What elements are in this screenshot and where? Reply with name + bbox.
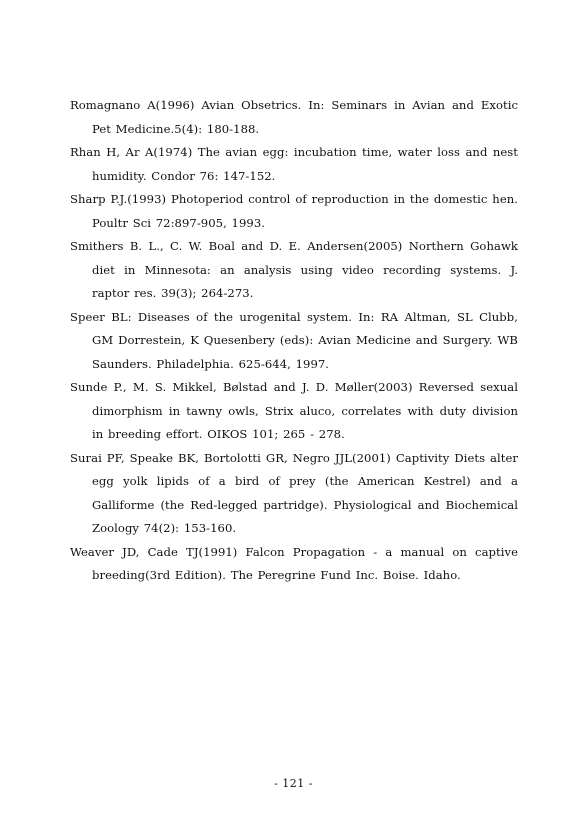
reference-entry: Speer BL: Diseases of the urogenital system. In: RA Altman, SL Clubb, GM Dorrestein, K Quesenbery (eds): Avian Medicine and Surgery. WB Saunders. Philadelphia. 625-644, 1997. [70, 309, 518, 371]
reference-entry: Rhan H, Ar A(1974) The avian egg: incubation time, water loss and nest humidity. Condor 76: 147-152. [70, 145, 518, 183]
page-number: - 121 - [274, 777, 313, 790]
reference-entry: Surai PF, Speake BK, Bortolotti GR, Negro JJL(2001) Captivity Diets alter egg yolk lipids of a bird of prey (the American Kestrel) and a Galliforme (the Red-legged partridge). Physiological and Biochemical Zoology 74(2): 153-160. [70, 450, 518, 535]
reference-entry: Sharp P.J.(1993) Photoperiod control of reproduction in the domestic hen. Poultr Sci 72:897-905, 1993. [70, 192, 518, 230]
reference-entry: Sunde P., M. S. Mikkel, Bølstad and J. D. Møller(2003) Reversed sexual dimorphism in tawny owls, Strix aluco, correlates with duty division in breeding effort. OIKOS 101; 265 - 278. [70, 380, 518, 441]
reference-entry: Smithers B. L., C. W. Boal and D. E. Andersen(2005) Northern Gohawk diet in Minnesota: an analysis using video recording systems. J. raptor res. 39(3); 264-273. [70, 239, 518, 300]
reference-entry: Weaver JD, Cade TJ(1991) Falcon Propagation - a manual on captive breeding(3rd Edition). The Peregrine Fund Inc. Boise. Idaho. [70, 544, 518, 582]
reference-entry: Romagnano A(1996) Avian Obsetrics. In: Seminars in Avian and Exotic Pet Medicine.5(4): 180-188. [70, 98, 518, 136]
reference-list [70, 94, 518, 588]
